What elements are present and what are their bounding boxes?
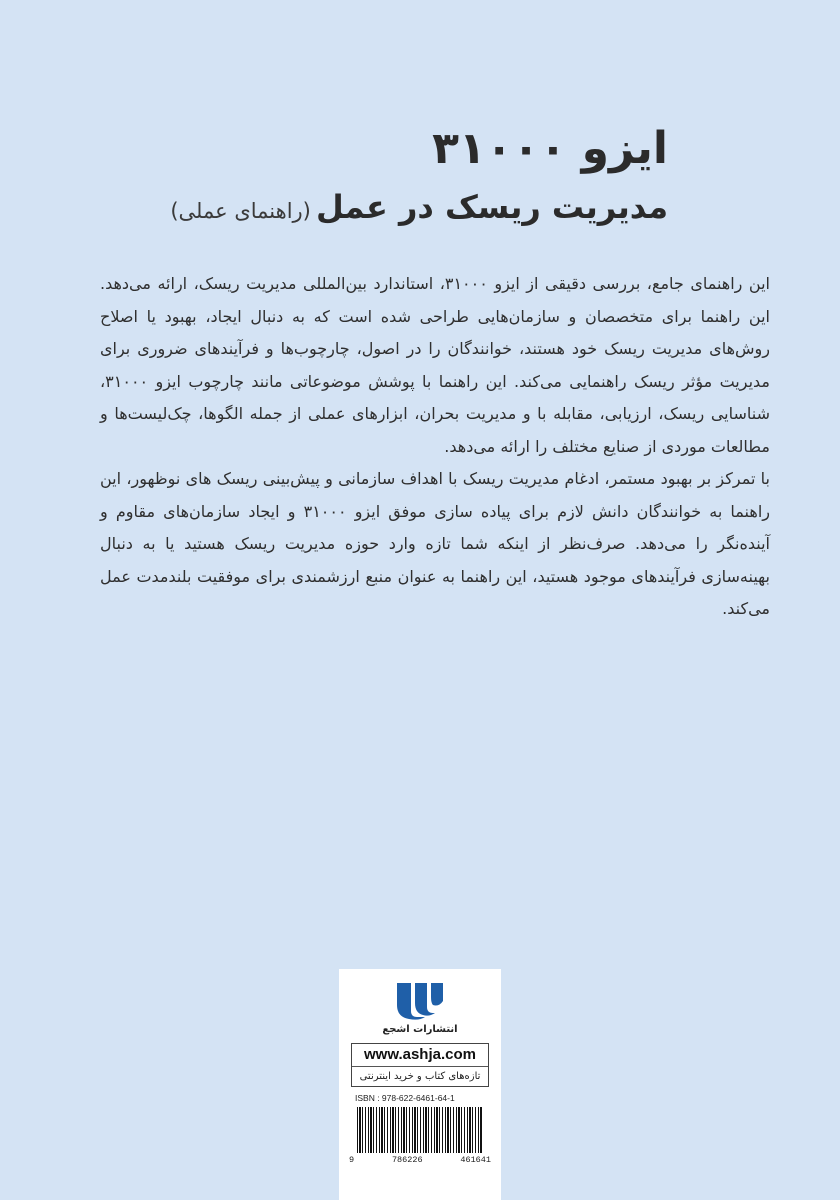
barcode (357, 1107, 483, 1153)
barcode-digits (349, 1155, 491, 1165)
website-box (351, 1043, 489, 1087)
publisher-name: انتشارات اشجع (382, 1024, 458, 1035)
book-subtitle (108, 184, 668, 236)
subtitle-main: مدیریت ریسک در عمل (315, 188, 668, 226)
barcode-digit-group: 9 (349, 1155, 355, 1165)
description-text (100, 268, 770, 626)
description-paragraph-1: این راهنمای جامع، بررسی دقیقی از ایزو ۳۱۰۰۰، استاندارد بین‌المللی مدیریت ریسک، ارائه می‌دهد. این راهنما برای متخصصان و سازمان‌هایی طراحی شده است که به دنبال ایجاد، بهبود یا اصلاح روش‌های مدیریت ریسک خود هستند، خوانندگان را در اصول، چارچوب‌ها و فرآیندهای ضروری برای مدیریت مؤثر ریسک راهنمایی می‌کند. این راهنما با پوشش موضوعاتی مانند چارچوب ایزو ۳۱۰۰۰، شناسایی ریسک، ارزیابی، مقابله با و مدیریت بحران، ابزارهای عملی از جمله الگوها، چک‌لیست‌ها و مطالعات موردی از صنایع مختلف را ارائه می‌دهد. (100, 274, 771, 456)
subtitle-note: (راهنمای عملی) (170, 199, 311, 223)
publisher-logo-icon (395, 981, 445, 1021)
website-tagline: تازه‌های کتاب و خرید اینترنتی (359, 1071, 481, 1082)
barcode-digit-group: 786226 (391, 1155, 423, 1165)
website-url: www.ashja.com (352, 1044, 488, 1067)
isbn-label: ISBN : 978-622-6461-64-1 (355, 1093, 455, 1103)
description-paragraph-2: با تمرکز بر بهبود مستمر، ادغام مدیریت ریسک با اهداف سازمانی و پیش‌بینی ریسک های نوظهور، این راهنما به خوانندگان دانش لازم برای پیاده سازی موفق ایزو ۳۱۰۰۰ و ایجاد سازمان‌های مقاوم و آینده‌نگر را می‌دهد. صرف‌نظر از اینکه شما تازه وارد حوزه مدیریت ریسک هستید یا به دنبال بهینه‌سازی فرآیندهای موجود هستید، این راهنما به عنوان منبع ارزشمندی برای موفقیت بلندمدت عمل می‌کند. (100, 469, 770, 618)
title-block (108, 118, 668, 236)
book-title: ایزو ۳۱۰۰۰ (432, 123, 668, 174)
publisher-box (339, 969, 501, 1200)
barcode-digit-group: 461641 (460, 1155, 491, 1165)
